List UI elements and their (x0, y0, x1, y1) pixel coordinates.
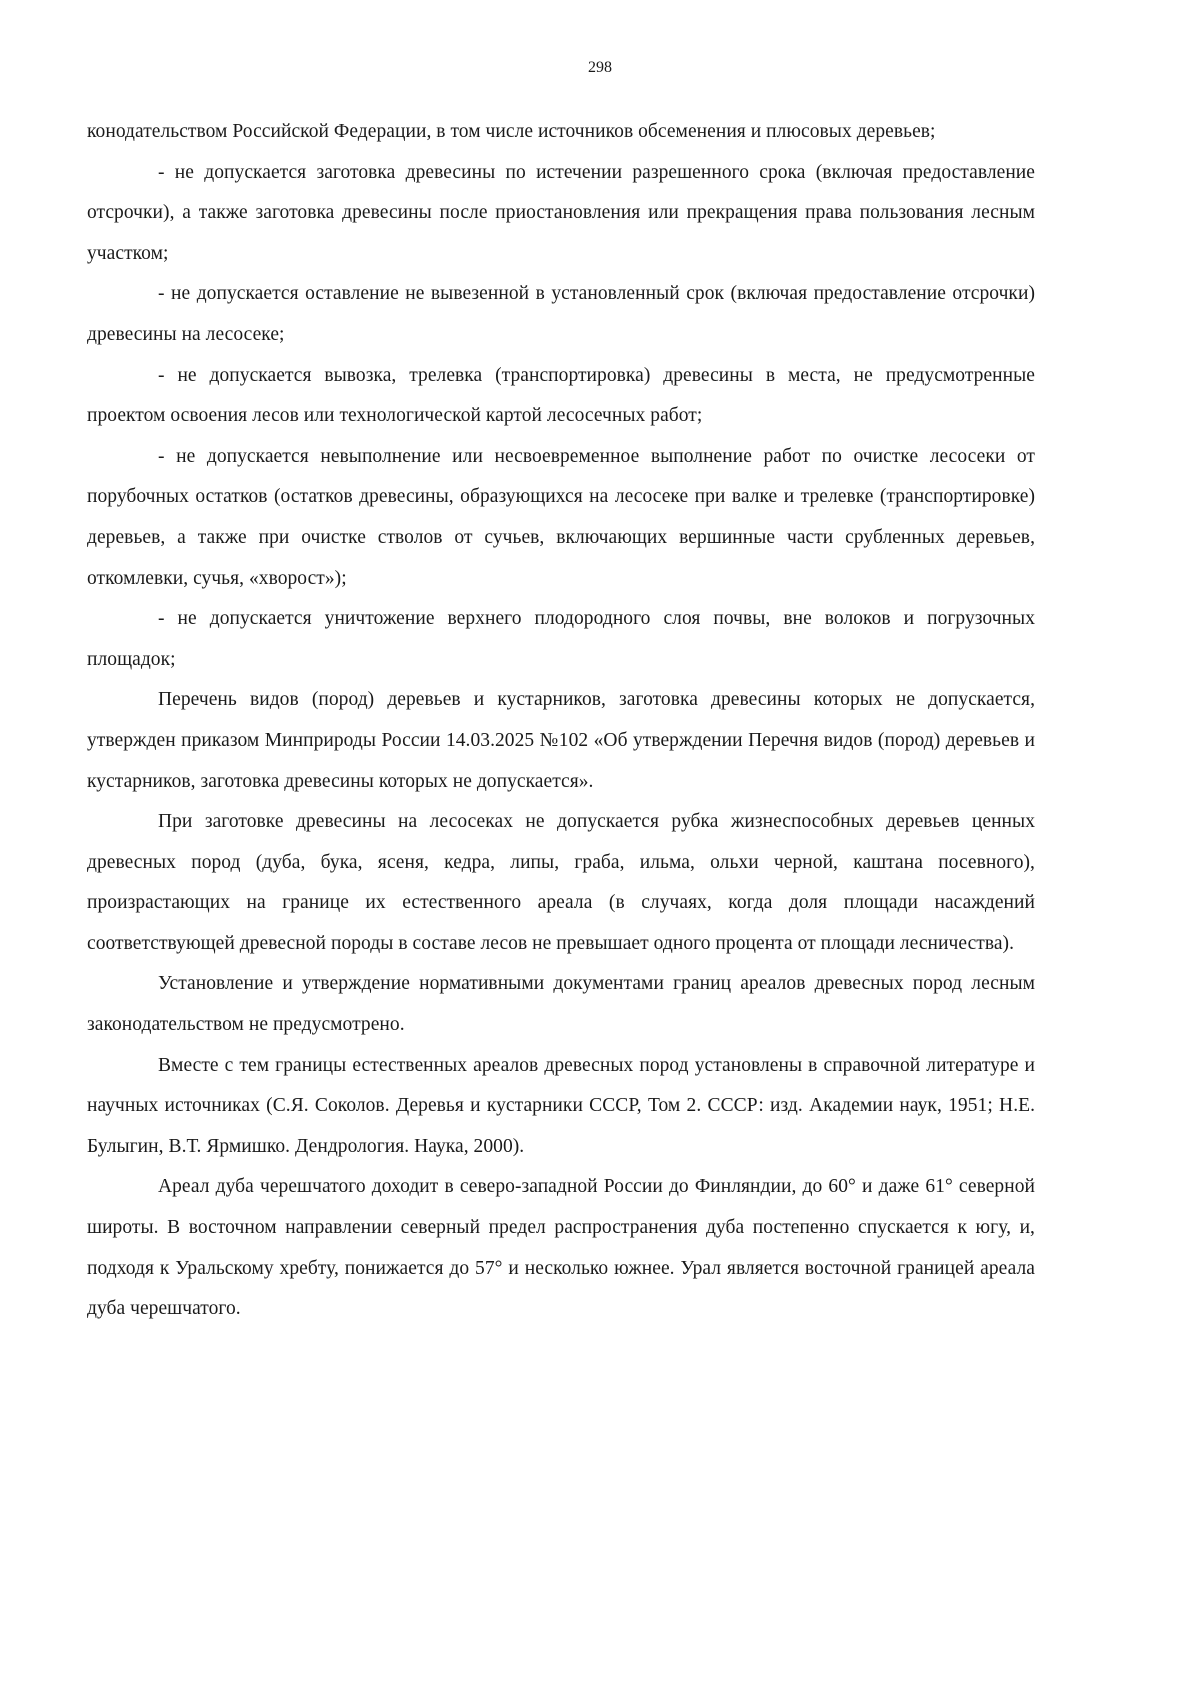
paragraph-item-clearing: - не допускается невыполнение или несвоевременное выполнение работ по очистке лесосеки от порубочных остатков (остатков древесины, образующихся на лесосеке при валке и трелевке (транспортировке) деревьев, а также при очистке стволов от сучьев, включающих вершинные части срубленных деревьев, откомлевки, сучья, «хворост»); (87, 445, 1035, 589)
paragraph-references: Вместе с тем границы естественных ареалов древесных пород установлены в справочной литературе и научных источниках (С.Я. Соколов. Деревья и кустарники СССР, Том 2. СССР: изд. Академии наук, 1951; Н.Е. Булыгин, В.Т. Ярмишко. Дендрология. Наука, 2000). (87, 1054, 1035, 1157)
document-body (87, 112, 1035, 1330)
paragraph-species-list: Перечень видов (пород) деревьев и кустарников, заготовка древесины которых не допускается, утвержден приказом Минприроды России 14.03.2025 №102 «Об утверждении Перечня видов (пород) деревьев и кустарников, заготовка древесины которых не допускается». (87, 689, 1035, 792)
paragraph-item-deadline: - не допускается заготовка древесины по истечении разрешенного срока (включая предоставление отсрочки), а также заготовка древесины после приостановления или прекращения права пользования лесным участком; (87, 161, 1035, 264)
paragraph-continuation: конодательством Российской Федерации, в том числе источников обсеменения и плюсовых деревьев; (87, 121, 936, 142)
paragraph-range-boundaries: Установление и утверждение нормативными документами границ ареалов древесных пород лесным законодательством не предусмотрено. (87, 973, 1035, 1036)
paragraph-oak-range: Ареал дуба черешчатого доходит в северо-западной России до Финляндии, до 60° и даже 61° северной широты. В восточном направлении северный предел распространения дуба постепенно спускается к югу, и, подходя к Уральскому хребту, понижается до 57° и несколько южнее. Урал является восточной границей ареала дуба черешчатого. (87, 1176, 1035, 1320)
paragraph-item-soil: - не допускается уничтожение верхнего плодородного слоя почвы, вне волоков и погрузочных площадок; (87, 608, 1035, 670)
page-number: 298 (588, 59, 612, 76)
paragraph-item-skidding: - не допускается вывозка, трелевка (транспортировка) древесины в места, не предусмотренные проектом освоения лесов или технологической картой лесосечных работ; (87, 364, 1035, 427)
paragraph-item-leaving-timber: - не допускается оставление не вывезенной в установленный срок (включая предоставление отсрочки) древесины на лесосеке; (87, 283, 1035, 345)
paragraph-valuable-species: При заготовке древесины на лесосеках не допускается рубка жизнеспособных деревьев ценных древесных пород (дуба, бука, ясеня, кедра, липы, граба, ильма, ольхи черной, каштана посевного), произрастающих на границе их естественного ареала (в случаях, когда доля площади насаждений соответствующей древесной породы в составе лесов не превышает одного процента от площади лесничества). (87, 811, 1035, 954)
